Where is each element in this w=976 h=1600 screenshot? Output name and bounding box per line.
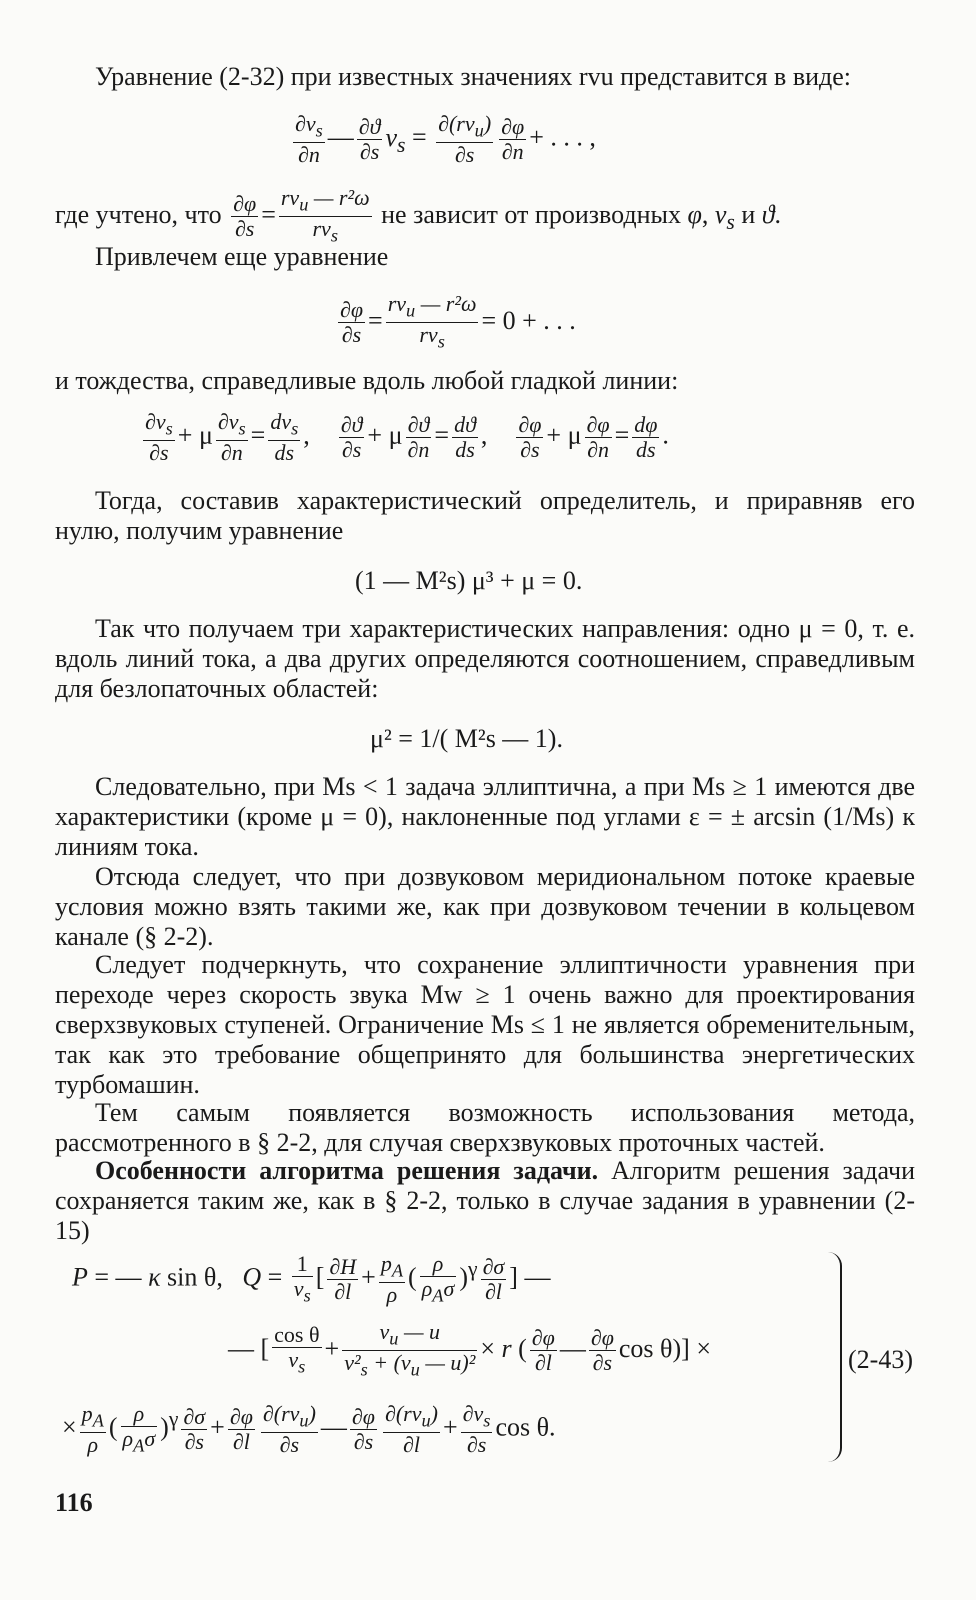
equation-6-line-3: × $\frac{p_A}{\rho}$ ( $\frac{\rho}{\rho_A\sigma}$ )$^\gamma$ $\frac{\partial\sigma}{\partial s}$ + $\frac{\partial\varphi}{\partial l}$ $\frac{\partial(rv_u)}{\partial s}$ — $\frac{\partial\varphi}{\partial s}$ $\frac{\partial(rv_u)}{\partial l}$ + $\frac{\partial v_s}{\partial s}$ cos θ. [62, 1401, 556, 1458]
paragraph-3: Привлечем еще уравнение [95, 242, 389, 271]
paragraph-11 [55, 1156, 915, 1246]
paragraph-8: Отсюда следует, что при дозвуковом меридиональном потоке краевые условия можно взять такими же, как при дозвуковом течении в кольцевом канале (§ 2-2). [55, 862, 915, 951]
equation-brace [826, 1252, 842, 1462]
equation-2: $\frac{\partial\varphi}{\partial s}$ = $\frac{rv_u — r^2\omega}{rv_s}$ = 0 + . . . [340, 291, 576, 352]
equation-3: $\frac{\partial v_s}{\partial s}$ + μ $\frac{\partial v_s}{\partial n}$ = $\frac{dv_s}{ds}$ , $\frac{\partial ϑ}{\partial s}$ + μ $\frac{\partial ϑ}{\partial n}$ = $\frac{dϑ}{ds}$ , $\frac{\partial\varphi}{\partial s}$ + μ $\frac{\partial\varphi}{\partial n}$ = $\frac{d\varphi}{ds}$ . [145, 409, 669, 466]
equation-6-line-2: — [ $\frac{\text{cos θ}}{v_s}$ + $\frac{v_u — u}{v^2_s + (v_u — u)^2}$ × r ( $\frac{\partial\varphi}{\partial l}$ — $\frac{\partial\varphi}{\partial s}$ cos θ)] × [228, 1319, 711, 1380]
equation-4: (1 — M²s) μ³ + μ = 0. [355, 566, 583, 595]
paragraph-1: Уравнение (2-32) при известных значениях rvu представится в виде: [95, 62, 852, 91]
equation-6-line-1: P = — κ sin θ, Q = $\frac{1}{v_s}$ [ $\frac{\partial H}{\partial l}$ + $\frac{p_A}{\rho}$ ( $\frac{\rho}{\rho_A\sigma}$ )$^\gamma$ $\frac{\partial\sigma}{\partial l}$ ] — [72, 1251, 551, 1308]
paragraph-4: и тождества, справедливые вдоль любой гладкой линии: [55, 366, 679, 395]
paragraph-2: где учтено, что $\frac{\partial\varphi}{\partial s}$ = $\frac{rv_u — r^2\omega}{rv_s}$ не зависит от производных φ, $v_s$ и ϑ. [55, 185, 782, 246]
equation-number: (2-43) [848, 1345, 913, 1374]
paragraph-6: Так что получаем три характеристических направления: одно μ = 0, т. е. вдоль линий тока, а два других определяются соотношением, справедливым для безлопаточных областей: [55, 614, 915, 703]
page-number: 116 [55, 1488, 93, 1517]
equation-1: $\frac{\partial v_s}{\partial n}$ — $\frac{\partial ϑ}{\partial s}$ $v_s$ = $\frac{\partial(rv_u)}{\partial s}$ $\frac{\partial\varphi}{\partial n}$ + . . . , [295, 111, 596, 168]
paragraph-9: Следует подчеркнуть, что сохранение эллиптичности уравнения при переходе через скорость звука Mw ≥ 1 очень важно для проектирования сверхзвуковых ступеней. Ограничение Ms ≤ 1 не является обременительным, так как это требование общепринято для большинства энергетических турбомашин. [55, 950, 915, 1099]
paragraph-10: Тем самым появляется возможность использования метода, рассмотренного в § 2-2, для случая сверхзвуковых проточных частей. [55, 1098, 915, 1157]
paragraph-11-text: Алгоритм решения задачи сохраняется таким же, как в § 2-2, только в случае задания в уравнении (2-15) [55, 1156, 915, 1245]
paragraph-7: Следовательно, при Ms < 1 задача эллиптична, а при Ms ≥ 1 имеются две характеристики (кроме μ = 0), наклоненные под углами ε = ± arcsin (1/Ms) к линиям тока. [55, 772, 915, 861]
equation-5: μ² = 1/( M²s — 1). [370, 724, 563, 753]
section-heading: Особенности алгоритма решения задачи. [95, 1156, 599, 1185]
paragraph-5: Тогда, составив характеристический определитель, и приравняв его нулю, получим уравнение [55, 486, 915, 545]
